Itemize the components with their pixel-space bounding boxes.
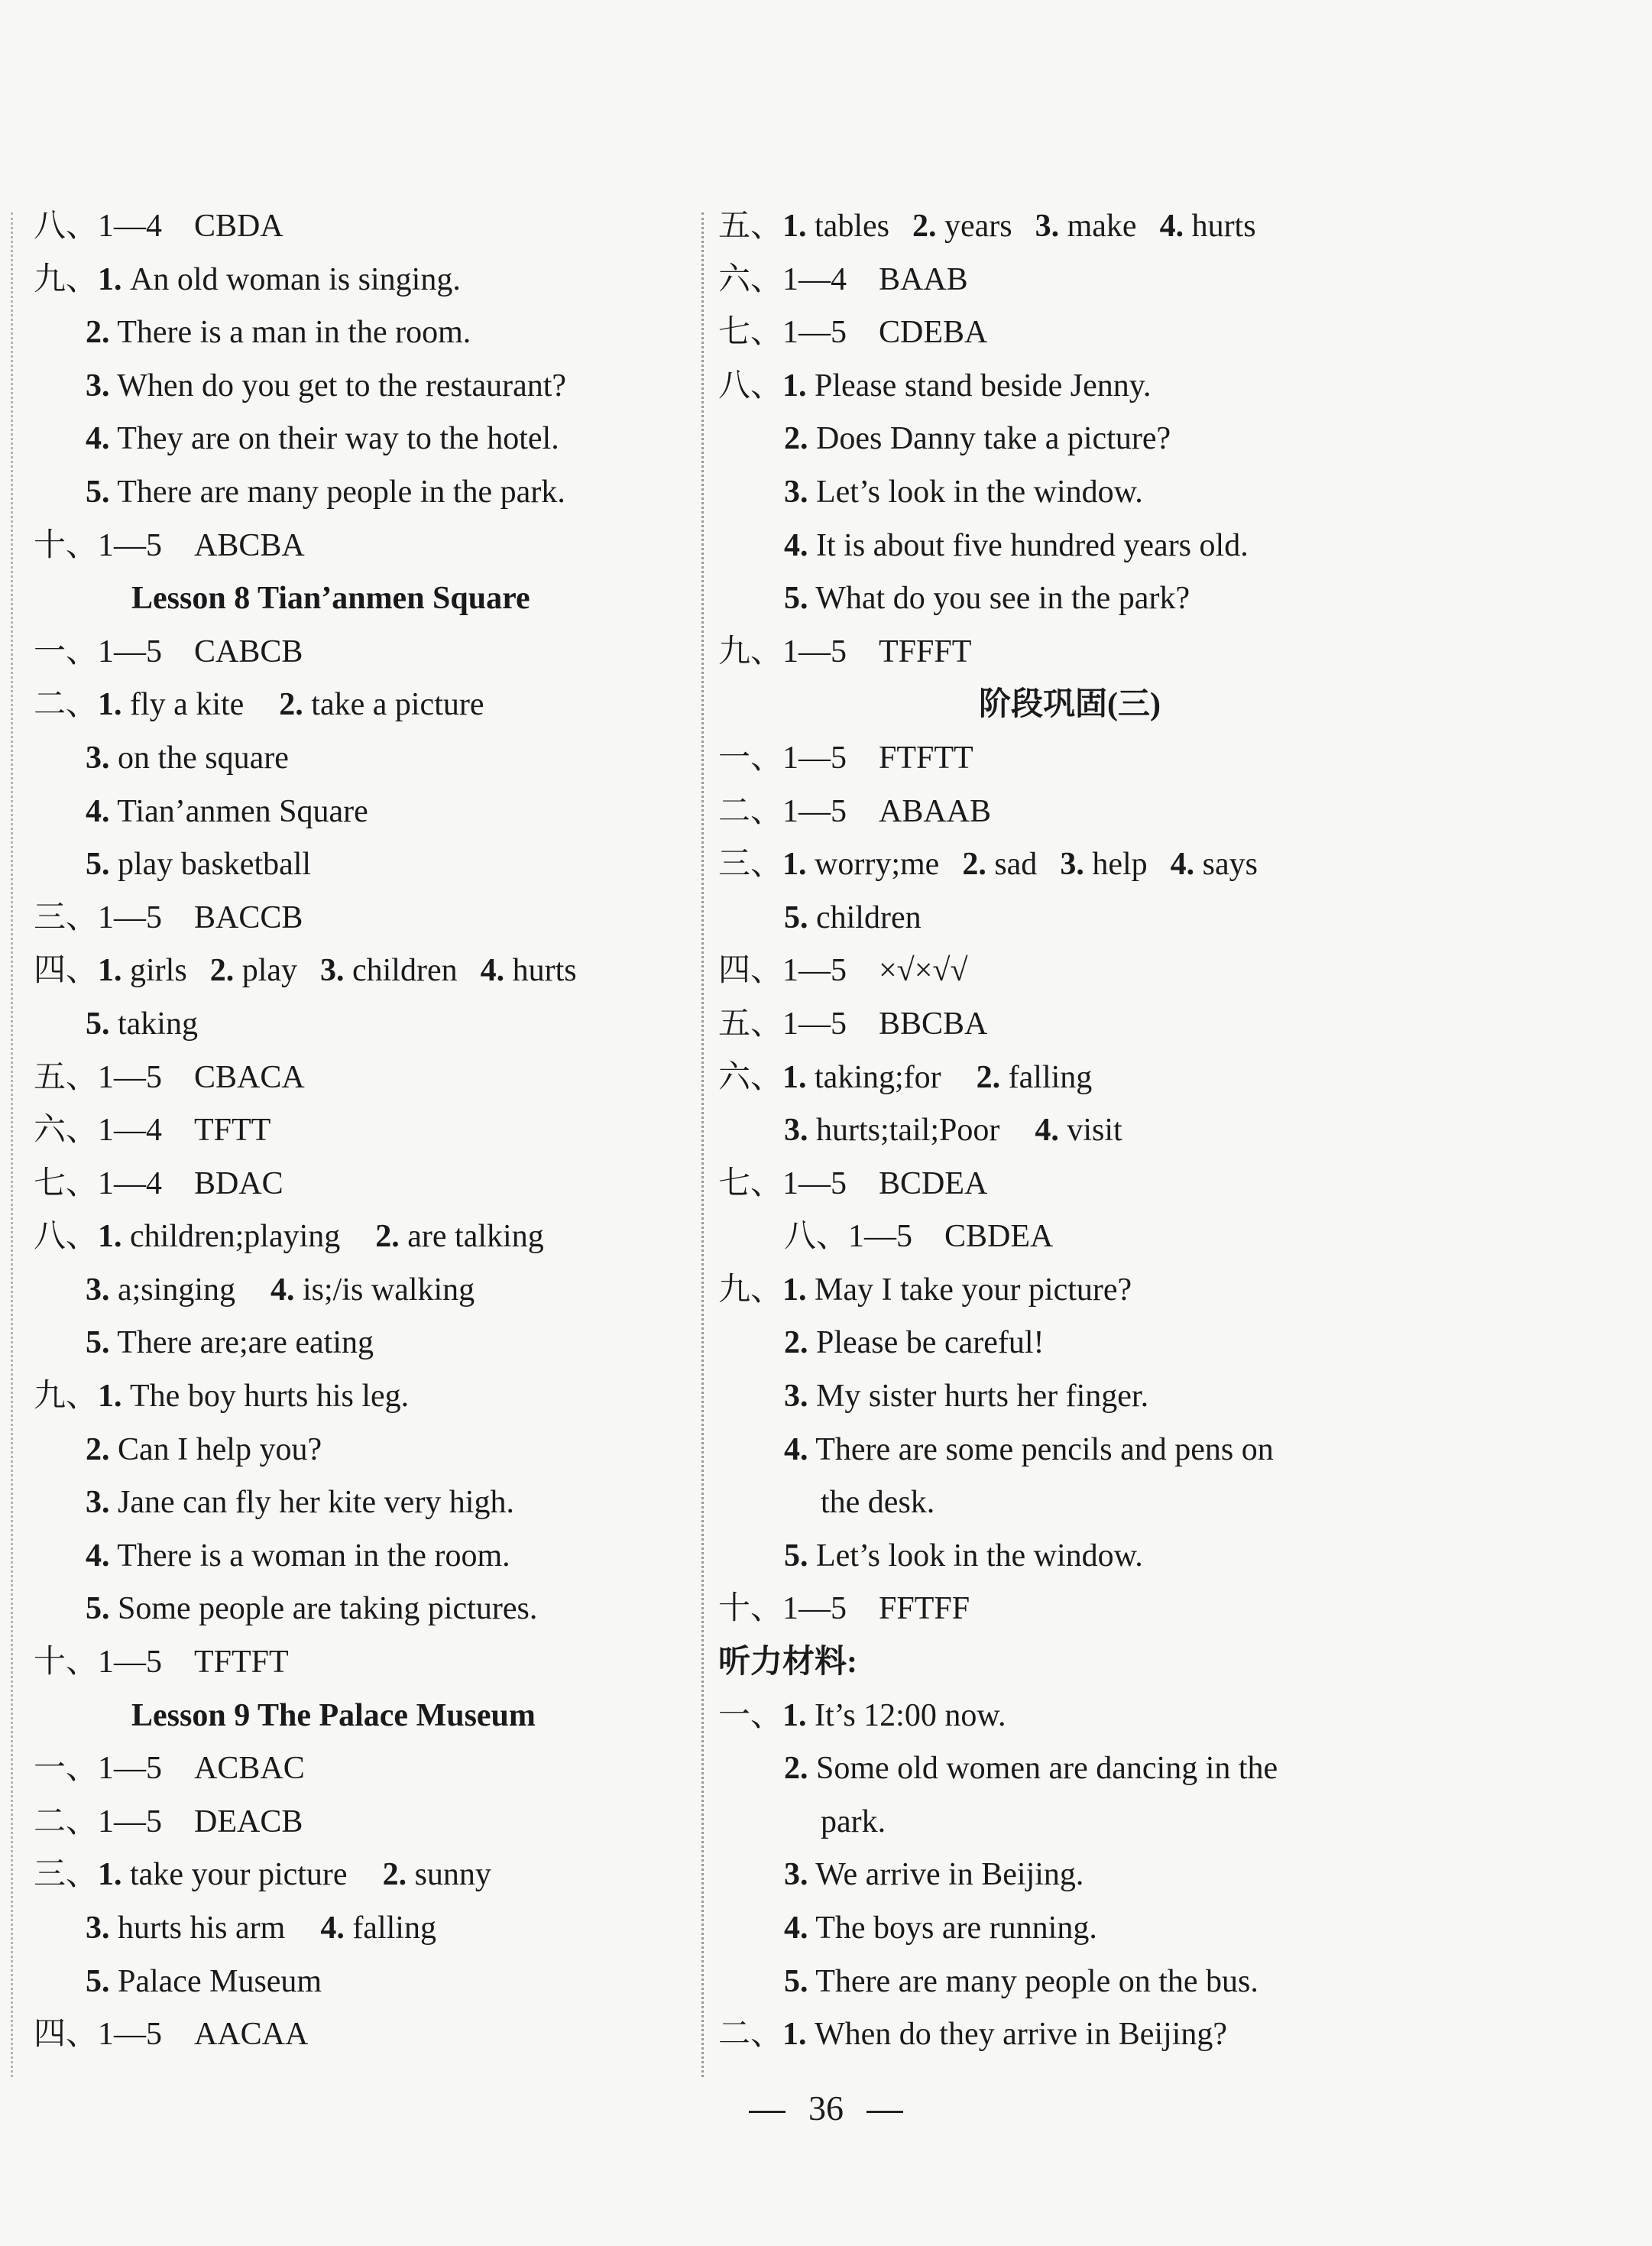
- answer-line: 5. What do you see in the park?: [784, 581, 1190, 617]
- answer-line: 七、1—5 CDEBA: [718, 315, 988, 351]
- answer-line: 七、1—5 BCDEA: [718, 1165, 988, 1201]
- answer-line: 一、1—5 ACBAC: [34, 1751, 305, 1787]
- answer-line: 3. Jane can fly her kite very high.: [86, 1485, 514, 1521]
- answer-line: 九、1. May I take your picture?: [718, 1272, 1132, 1308]
- answer-line: 2. There is a man in the room.: [86, 315, 471, 351]
- review-3-title: 阶段巩固(三): [979, 687, 1161, 723]
- answer-line: 3. a;singing 4. is;/is walking: [86, 1272, 475, 1308]
- answer-line: 九、1. The boy hurts his leg.: [34, 1379, 410, 1415]
- answer-line: 3. When do you get to the restaurant?: [86, 368, 567, 404]
- answer-line: 三、1. worry;me 2. sad 3. help 4. says: [718, 847, 1258, 883]
- answer-line: 5. taking: [86, 1006, 198, 1042]
- answer-line: 2. Please be careful!: [784, 1325, 1045, 1361]
- answer-line: 九、1. An old woman is singing.: [34, 261, 461, 297]
- answer-line: 四、1—5 ×√×√√: [718, 953, 968, 989]
- answer-line: 5. Let’s look in the window.: [784, 1538, 1143, 1573]
- answer-line: 六、1. taking;for 2. falling: [718, 1059, 1093, 1095]
- answer-line: 九、1—5 TFFFT: [718, 634, 972, 669]
- answer-line: 五、1—5 BBCBA: [718, 1006, 988, 1042]
- answer-line: 4. It is about five hundred years old.: [784, 527, 1249, 563]
- answer-line: 3. Let’s look in the window.: [784, 474, 1143, 510]
- answer-line: 二、1—5 ABAAB: [718, 793, 992, 829]
- answer-line: 3. hurts his arm 4. falling: [86, 1911, 436, 1946]
- answer-line: 5. There are many people in the park.: [86, 474, 565, 510]
- answer-line: 4. They are on their way to the hotel.: [86, 421, 559, 457]
- answer-line: 2. Can I help you?: [86, 1431, 322, 1467]
- page-number-dash: [749, 2111, 786, 2113]
- answer-line: 一、1. It’s 12:00 now.: [718, 1697, 1006, 1733]
- right-column: [718, 200, 1406, 2062]
- answer-line: park.: [821, 1804, 886, 1839]
- answer-line: 二、1. When do they arrive in Beijing?: [718, 2017, 1228, 2053]
- answer-line: 一、1—5 FTFTT: [718, 740, 973, 776]
- answer-line: 十、1—5 TFTFT: [34, 1645, 289, 1680]
- answer-line: 2. Does Danny take a picture?: [784, 421, 1171, 457]
- answer-line: 4. The boys are running.: [784, 1911, 1097, 1946]
- answer-line: 八、1. Please stand beside Jenny.: [718, 368, 1152, 404]
- answer-line: 4. Tian’anmen Square: [86, 793, 368, 829]
- answer-line: 二、1—5 DEACB: [34, 1804, 303, 1839]
- listening-material-title: 听力材料:: [718, 1645, 857, 1680]
- answer-line: 四、1. girls 2. play 3. children 4. hurts: [34, 953, 577, 989]
- answer-line: 4. There is a woman in the room.: [86, 1538, 510, 1573]
- answer-line: 八、1—5 CBDEA: [784, 1219, 1054, 1255]
- answer-line: 5. Some people are taking pictures.: [86, 1591, 538, 1627]
- lesson-8-title: Lesson 8 Tian’anmen Square: [131, 581, 530, 617]
- answer-line: 五、1—5 CBACA: [34, 1059, 305, 1095]
- answer-line: 五、1. tables 2. years 3. make 4. hurts: [718, 209, 1256, 244]
- page-number: 36: [0, 2088, 1652, 2128]
- answer-line: 三、1—5 BACCB: [34, 899, 303, 935]
- answer-line: 十、1—5 FFTFF: [718, 1591, 970, 1627]
- answer-line: 六、1—4 BAAB: [718, 261, 968, 297]
- answer-line: 七、1—4 BDAC: [34, 1165, 283, 1201]
- answer-line: 4. There are some pencils and pens on: [784, 1431, 1274, 1467]
- answer-line: 八、1—4 CBDA: [34, 209, 283, 244]
- answer-line: 5. There are many people on the bus.: [784, 1963, 1258, 1999]
- answer-line: 5. play basketball: [86, 847, 312, 883]
- answer-line: 3. My sister hurts her finger.: [784, 1379, 1149, 1415]
- answer-line: 十、1—5 ABCBA: [34, 527, 305, 563]
- left-column: [34, 200, 698, 2062]
- answer-line: 3. on the square: [86, 740, 289, 776]
- lesson-9-title: Lesson 9 The Palace Museum: [131, 1697, 536, 1733]
- column-divider: [701, 212, 704, 2077]
- answer-line: 2. Some old women are dancing in the: [784, 1751, 1278, 1787]
- answer-line: 三、1. take your picture 2. sunny: [34, 1857, 491, 1893]
- answer-line: 3. hurts;tail;Poor 4. visit: [784, 1113, 1122, 1149]
- answer-line: 5. There are;are eating: [86, 1325, 374, 1361]
- answer-line: 3. We arrive in Beijing.: [784, 1857, 1084, 1893]
- answer-line: 六、1—4 TFTT: [34, 1113, 271, 1149]
- page-number-dash: [866, 2111, 903, 2113]
- answer-line: the desk.: [821, 1485, 935, 1521]
- answer-line: 5. children: [784, 899, 922, 935]
- answer-line: 二、1. fly a kite 2. take a picture: [34, 687, 484, 723]
- margin-dotted-line: [11, 212, 13, 2077]
- answer-line: 八、1. children;playing 2. are talking: [34, 1219, 544, 1255]
- answer-line: 5. Palace Museum: [86, 1963, 322, 1999]
- answer-line: 一、1—5 CABCB: [34, 634, 303, 669]
- answer-line: 四、1—5 AACAA: [34, 2017, 309, 2053]
